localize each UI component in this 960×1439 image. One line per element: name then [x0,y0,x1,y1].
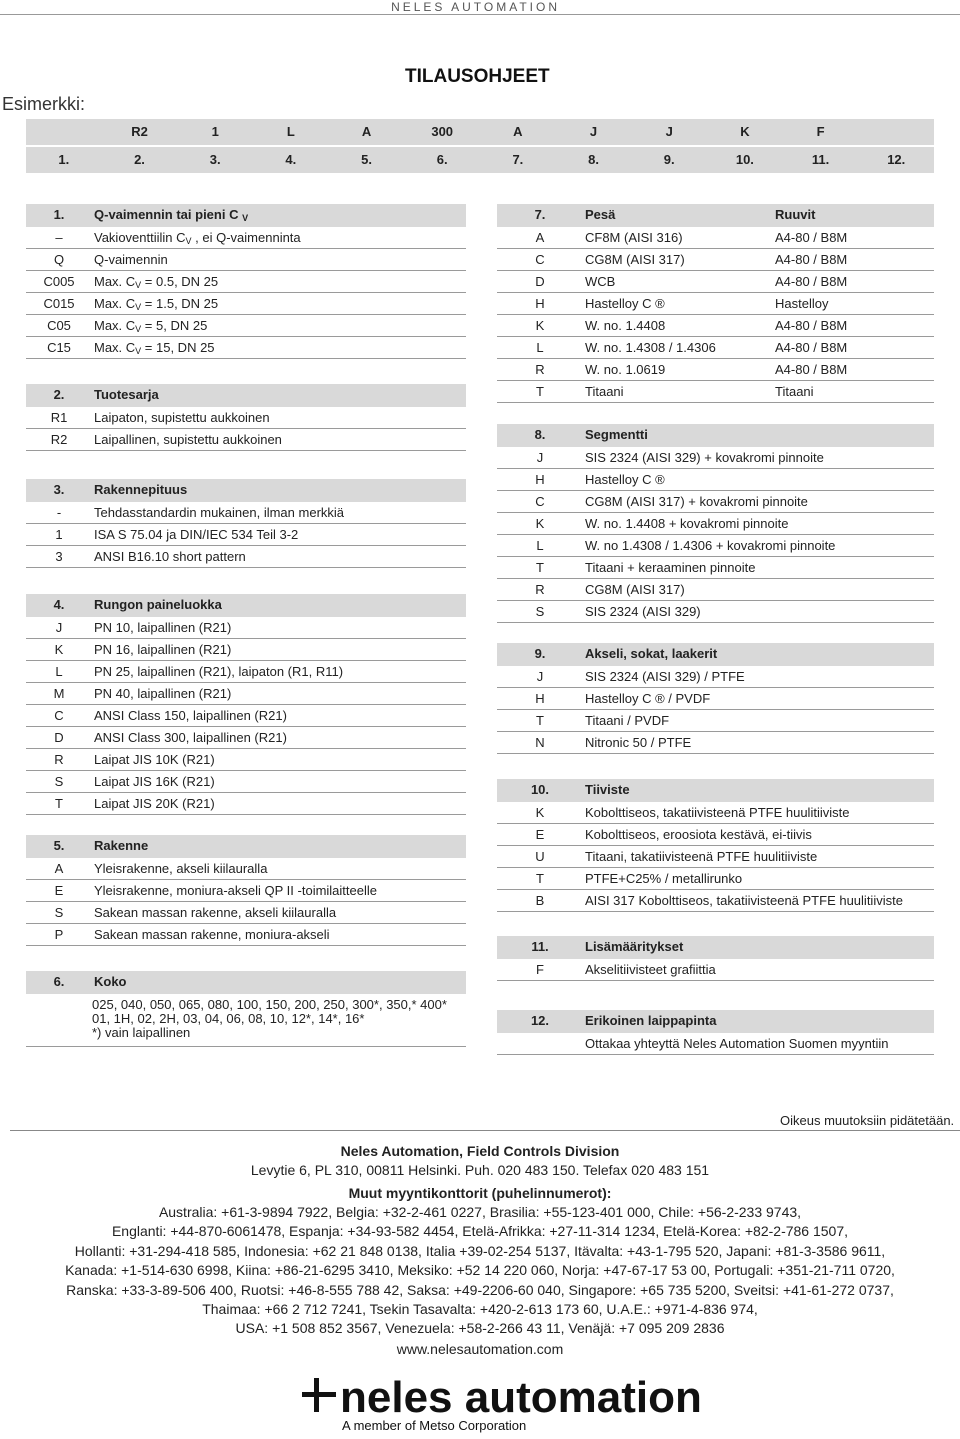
option-code: K [535,805,545,820]
table-row [26,793,466,815]
desc-text-end: = 1.5, DN 25 [141,296,219,311]
example-code: F [816,124,825,139]
option-code: R [54,752,64,767]
table-row [497,802,934,824]
website-link[interactable]: www.nelesautomation.com [396,1341,564,1357]
table-row [26,924,466,946]
option-code: S [54,905,64,920]
option-code: - [56,505,62,520]
option-code: H [535,296,545,311]
example-position: 2. [134,152,145,167]
svg-text:neles automation: neles automation [340,1373,700,1422]
option-code: S [535,604,545,619]
option-description: CG8M (AISI 317) [585,582,685,597]
bolt-material: A4-80 / B8M [775,274,848,289]
section-header: 7. Pesä Ruuvit [497,204,934,227]
option-code [497,1033,583,1054]
option-description: ANSI Class 300, laipallinen (R21) [94,730,287,745]
option-code: A [535,230,545,245]
option-description: PN 40, laipallinen (R21) [94,686,232,701]
option-code: R [535,362,545,377]
option-code: B [535,893,545,908]
table-row [26,749,466,771]
section-header: 5. Rakenne [26,835,466,858]
section-6 [26,971,466,1047]
option-description: Tehdasstandardin mukainen, ilman merkkiä [94,505,345,520]
body-material: W. no. 1.4408 [585,318,666,333]
example-code: L [286,124,295,139]
desc-sub: V [135,280,142,290]
table-row [497,491,934,513]
table-row [497,579,934,601]
section-9 [497,643,934,754]
desc-text: Q-vaimennin [94,252,168,267]
division-name: Neles Automation, Field Controls Division [340,1143,620,1159]
section-12 [497,1010,934,1055]
table-row [497,271,934,293]
option-description: SIS 2324 (AISI 329) / PTFE [585,669,745,684]
table-row [497,447,934,469]
option-description: Kobolttiseos, takatiivisteenä PTFE huulitiiviste [585,805,850,820]
option-code: J [536,450,544,465]
body-material: W. no. 1.0619 [585,362,666,377]
table-row [26,639,466,661]
option-description: SIS 2324 (AISI 329) + kovakromi pinnoite [585,450,824,465]
bolt-material: A4-80 / B8M [775,362,848,377]
neles-logo-mark [300,1368,700,1434]
option-code: J [55,620,63,635]
table-row [497,293,934,315]
table-row [26,337,466,359]
bolt-material: A4-80 / B8M [775,252,848,267]
table-row [497,846,934,868]
option-description: Hastelloy C ® / PVDF [585,691,711,706]
option-code: D [54,730,64,745]
section-header: 6. Koko [26,971,466,994]
example-position: 10. [735,152,754,167]
option-code: 3 [55,549,63,564]
option-code: C [535,252,545,267]
desc-sub: V [135,346,142,356]
page-title: TILAUSOHJEET [405,66,550,87]
office-line: Thaimaa: +66 2 712 7241, Tsekin Tasavalta: +420-2-613 173 60, U.A.E.: +971-4-836 974, [202,1301,758,1318]
table-row [497,535,934,557]
option-code: T [536,384,544,399]
company-header: NELES AUTOMATION [391,0,560,14]
option-description: PN 10, laipallinen (R21) [94,620,232,635]
table-row [497,337,934,359]
option-code: T [536,713,544,728]
option-code: T [55,796,63,811]
option-code: F [536,962,544,977]
example-position: 11. [811,152,830,167]
option-description [92,271,466,292]
desc-text-end: = 5, DN 25 [141,318,208,333]
table-row [26,271,466,293]
option-code: K [535,318,545,333]
table-row [26,429,466,451]
desc-text-end: , ei Q-vaimenninta [191,230,301,245]
option-code: C005 [43,274,75,289]
option-description: Akselitiivisteet grafiittia [585,962,716,977]
option-code: – [55,230,63,245]
section-header: 12. Erikoinen laippapinta [497,1010,934,1033]
option-description: Titaani + keraaminen pinnoite [585,560,756,575]
table-row [26,683,466,705]
body-material: CG8M (AISI 317) [585,252,685,267]
office-line: Hollanti: +31-294-418 585, Indonesia: +62 21 848 0138, Italia +39-02-254 5137, Itävalta: +43-1-795 520, Japani: +81-3-3586 9611, [74,1242,886,1259]
table-row [26,407,466,429]
example-position: 5. [361,152,372,167]
example-position: 4. [285,152,297,167]
bolt-material: A4-80 / B8M [775,230,848,245]
table-row [26,546,466,568]
desc-text: Max. C [94,340,136,355]
table-row [497,381,934,403]
example-code: A [361,124,372,139]
footer-divider [10,1130,960,1131]
example-position: 3. [209,152,221,167]
table-row [497,824,934,846]
option-code: C [54,708,64,723]
table-row [26,858,466,880]
example-positions-row [26,145,934,173]
desc-text: Max. C [94,296,136,311]
section-header: 1. Q-vaimennin tai pieni C $_V$ [26,204,466,227]
option-code: A [54,861,64,876]
table-row [497,710,934,732]
option-code: K [535,516,545,531]
option-description: AISI 317 Kobolttiseos, takatiivisteenä PTFE huulitiiviste [585,893,903,908]
option-code: P [54,927,64,942]
option-description: ISA S 75.04 ja DIN/IEC 534 Teil 3-2 [94,527,299,542]
section-5 [26,835,466,946]
example-table [26,118,934,173]
body-material: WCB [585,274,616,289]
option-code: H [535,691,545,706]
neles-logo [300,1368,700,1439]
option-code: E [54,883,64,898]
table-row [497,469,934,491]
desc-text: Max. C [94,274,136,289]
option-description: Titaani / PVDF [585,713,670,728]
option-code: L [55,664,63,679]
option-description: ANSI Class 150, laipallinen (R21) [94,708,287,723]
size-list: 025, 040, 050, 065, 080, 100, 150, 200, 250, 300*, 350,* 400* 01, 1H, 02, 2H, 03, 04, 06, 08, 10, 12*, 14*, 16* *) vain laipallinen [26,994,466,1047]
table-row [26,617,466,639]
section-4 [26,594,466,815]
table-row [26,771,466,793]
bolt-material: A4-80 / B8M [775,318,848,333]
desc-text: Vakioventtiilin C [94,230,186,245]
table-row [497,557,934,579]
body-material: W. no. 1.4308 / 1.4306 [585,340,716,355]
option-description: Laipaton, supistettu aukkoinen [94,410,270,425]
table-row [26,227,466,249]
table-row [497,732,934,754]
table-row [26,727,466,749]
option-code: C05 [47,318,71,333]
table-row [26,902,466,924]
option-description: PN 16, laipallinen (R21) [94,642,232,657]
example-code: 300 [431,124,454,139]
section-3 [26,479,466,568]
option-description: Yleisrakenne, akseli kiilauralla [94,861,268,876]
table-row [497,513,934,535]
option-description: Yleisrakenne, moniura-akseli QP II -toimilaitteelle [94,883,377,898]
section-10 [497,779,934,912]
example-code: A [513,124,523,139]
option-code: R2 [50,432,68,447]
example-codes-row [26,118,934,145]
option-code: C [535,494,545,509]
example-code [858,119,934,145]
option-description [92,315,466,336]
example-code: R2 [131,124,148,139]
section-header: 9. Akseli, sokat, laakerit [497,643,934,666]
table-row [497,868,934,890]
section-1 [26,204,466,359]
bolt-material: A4-80 / B8M [775,340,848,355]
bolt-material: Hastelloy [775,296,829,311]
table-row [497,227,934,249]
table-row [26,705,466,727]
option-code: J [536,669,544,684]
division-address: Levytie 6, PL 310, 00811 Helsinki. Puh. 020 483 150. Telefax 020 483 151 [250,1162,710,1178]
office-line: Australia: +61-3-9894 7922, Belgia: +32-2-461 0227, Brasilia: +55-123-401 000, Chile: +56-2-233 9743, [158,1204,802,1220]
example-code: K [740,124,750,139]
option-code: 1 [55,527,63,542]
table-row [497,359,934,381]
option-description: W. no. 1.4408 + kovakromi pinnoite [585,516,789,531]
desc-text-end: = 15, DN 25 [141,340,215,355]
option-description: W. no 1.4308 / 1.4306 + kovakromi pinnoite [585,538,836,553]
desc-text-end: = 0.5, DN 25 [141,274,219,289]
section-2 [26,384,466,451]
body-material: Titaani [585,384,624,399]
table-row [497,601,934,623]
top-header-bar [0,0,960,15]
option-description: Titaani, takatiivisteenä PTFE huulitiiviste [585,849,818,864]
table-row [497,315,934,337]
offices-list [0,1203,960,1339]
example-position: 1. [58,152,70,167]
option-code: K [54,642,64,657]
option-code: C015 [43,296,75,311]
table-row [26,293,466,315]
option-description: Laipat JIS 16K (R21) [94,774,215,789]
option-description: Kobolttiseos, eroosiota kestävä, ei-tiivis [585,827,812,842]
option-description: ANSI B16.10 short pattern [94,549,246,564]
office-line: Englanti: +44-870-6061478, Espanja: +34-93-582 4454, Etelä-Afrikka: +27-11-314 1234, Etelä-Korea: +82-2-786 1507, [111,1223,849,1240]
option-code: L [536,340,544,355]
section-header: 11. Lisämääritykset [497,936,934,959]
section-header: 8. Segmentti [497,424,934,447]
section-header: 3. Rakennepituus [26,479,466,502]
option-description: Sakean massan rakenne, akseli kiilauralla [94,905,337,920]
rights-notice: Oikeus muutoksiin pidätetään. [780,1113,955,1128]
table-row [497,666,934,688]
option-code: C15 [47,340,71,355]
example-position: 9. [663,152,675,167]
section-11 [497,936,934,981]
option-description [92,293,466,314]
offices-title: Muut myyntikonttorit (puhelinnumerot): [348,1185,612,1201]
option-description: PN 25, laipallinen (R21), laipaton (R1, R11) [94,664,344,679]
desc-text: Max. C [94,318,136,333]
example-code: J [589,124,598,139]
table-row [497,688,934,710]
option-description [92,249,466,270]
option-code: M [53,686,65,701]
body-material: CF8M (AISI 316) [585,230,683,245]
option-code: E [535,827,545,842]
option-code: H [535,472,545,487]
option-description: Nitronic 50 / PTFE [585,735,692,750]
option-description [92,227,466,248]
option-code: Q [53,252,65,267]
option-description: CG8M (AISI 317) + kovakromi pinnoite [585,494,808,509]
option-description: SIS 2324 (AISI 329) [585,604,701,619]
option-code: T [536,560,544,575]
section-header: 2. Tuotesarja [26,384,466,407]
option-code: L [536,538,544,553]
option-code: U [535,849,545,864]
option-code: N [535,735,545,750]
table-row [26,880,466,902]
table-row [26,661,466,683]
example-code: J [665,124,673,139]
section-header: 10. Tiiviste [497,779,934,802]
example-position: 6. [436,152,448,167]
option-code: D [535,274,545,289]
table-row [26,249,466,271]
section-8 [497,424,934,623]
table-row [497,249,934,271]
table-row [497,890,934,912]
body-material: Hastelloy C ® [585,296,665,311]
table-row [26,502,466,524]
table-row [26,315,466,337]
option-description: Laipat JIS 10K (R21) [94,752,215,767]
section-7 [497,204,934,403]
option-description: Laipat JIS 20K (R21) [94,796,215,811]
example-position: 12. [887,152,906,167]
example-label: Esimerkki: [2,94,86,114]
svg-text:A member of Metso Corporation: A member of Metso Corporation [342,1418,527,1433]
option-code: T [536,871,544,886]
option-code: R [535,582,545,597]
option-description: Sakean massan rakenne, moniura-akseli [94,927,330,942]
option-description: Hastelloy C ® [585,472,665,487]
option-code: S [54,774,64,789]
table-row [497,1033,934,1055]
section-header: 4. Rungon paineluokka [26,594,466,617]
example-code: 1 [211,124,219,139]
desc-sub: V [135,302,142,312]
desc-sub: V [185,236,192,246]
table-row [26,524,466,546]
example-position: 7. [512,152,524,167]
office-line: Ranska: +33-3-89-506 400, Ruotsi: +46-8-555 788 42, Saksa: +49-2206-60 040, Singapore: +65 735 5200, Sveitsi: +41-61-272 0737, [66,1281,894,1298]
option-description: Ottakaa yhteyttä Neles Automation Suomen myyntiin [585,1036,889,1051]
option-description: PTFE+C25% / metallirunko [585,871,743,886]
example-position: 8. [588,152,599,167]
option-description [92,337,466,358]
office-line: Kanada: +1-514-630 6998, Kiina: +86-21-6295 3410, Meksiko: +52 14 220 060, Norja: +47-67-17 53 00, Portugali: +351-21-711 0720, [65,1262,895,1279]
option-description: Laipallinen, supistettu aukkoinen [94,432,282,447]
desc-sub: V [135,324,142,334]
office-line: USA: +1 508 852 3567, Venezuela: +58-2-266 43 11, Venäjä: +7 095 209 2836 [235,1320,725,1337]
option-code: R1 [50,410,68,425]
table-row [497,959,934,981]
bolt-material: Titaani [775,384,814,399]
example-code [26,119,102,145]
